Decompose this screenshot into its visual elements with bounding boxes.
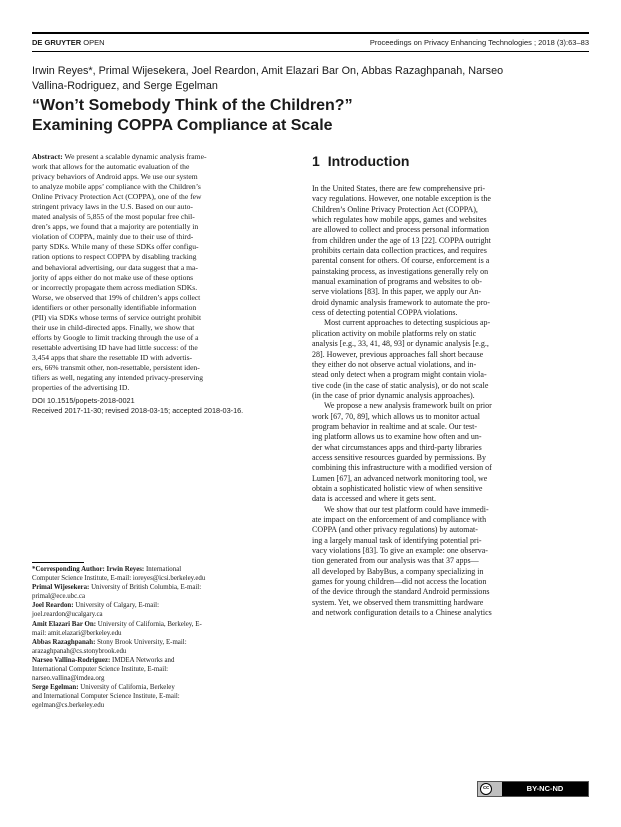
publisher-name: [32, 38, 105, 47]
journal-citation: Proceedings on Privacy Enhancing Technologies ; 2018 (3):63–83: [369, 38, 589, 47]
body-line: 28]. However, previous approaches fall short because: [312, 349, 484, 359]
affiliation-line: Computer Science Institute, E-mail: ioreyes@icsi.berkeley.edu: [32, 575, 206, 583]
body-line: In the United States, there are few comprehensive pri-: [312, 184, 486, 193]
title-line: “Won’t Somebody Think of the Children?”: [32, 97, 353, 114]
license-badge[interactable]: [477, 781, 589, 797]
abstract: [32, 152, 295, 393]
abstract-line: properties of the advertising ID.: [32, 383, 130, 393]
body-line: vacy regulations. However, one notable exception is the: [312, 194, 491, 204]
introduction-text: [312, 184, 589, 618]
abstract-line: mated analysis of 5,855 of the most popular free chil-: [32, 212, 195, 222]
affiliation-line: Amit Elazari Bar On: University of California, Berkeley, E-: [32, 620, 202, 628]
body-line: they either do not observe actual violations, and in-: [312, 359, 477, 369]
body-line: Children’s Online Privacy Protection Act (COPPA),: [312, 204, 478, 214]
abstract-line: party SDKs. While many of these SDKs offer configu-: [32, 242, 199, 252]
abstract-line: (PII) via SDKs whose terms of service outright prohibit: [32, 312, 202, 322]
section-title: Introduction: [327, 153, 410, 169]
affiliation-line: narseo.vallina@imdea.org: [32, 675, 105, 683]
body-line: We show that our test platform could have immedi-: [324, 504, 489, 514]
body-line: vacy violations [83]. To give an example: one observa-: [312, 546, 488, 556]
body-line: Most current approaches to detecting suspicious ap-: [324, 318, 491, 328]
publisher-bold: DE GRUYTER: [32, 38, 82, 47]
body-line: of the device through the standard Android permissions: [312, 587, 490, 597]
affiliation-line: Narseo Vallina-Rodriguez: IMDEA Networks and: [32, 656, 175, 664]
author-name: *Corresponding Author: Irwin Reyes:: [32, 566, 145, 573]
body-line: We propose a new analysis framework built on prior: [324, 401, 492, 411]
body-line: system. Yet, we observed them transmitting hardware: [312, 597, 484, 607]
body-line: analysis [e.g., 33, 41, 48, 93] or dynamic analysis [e.g.,: [312, 339, 489, 349]
body-line: work [67, 70, 89], which allows us to monitor actual: [312, 411, 480, 421]
body-line: all developed by BabyBus, a company specializing in: [312, 566, 484, 576]
publisher-rest: OPEN: [81, 38, 105, 47]
body-line: plication activity on mobile platforms rely on static: [312, 328, 477, 338]
section-number: 1: [312, 153, 320, 169]
body-line: data is accessed and where it gets sent.: [312, 494, 436, 504]
author-name: Abbas Razaghpanah:: [32, 638, 96, 646]
article-metadata: [32, 396, 295, 416]
abstract-line: 3,454 apps that share the resettable ID with advertis-: [32, 352, 193, 362]
affiliation-line: primal@ece.ubc.ca: [32, 593, 86, 601]
body-line: ing platform allows us to examine how often and un-: [312, 432, 482, 442]
abstract-label: Abstract:: [32, 152, 63, 161]
body-line: manual examination of programs and websites to ob-: [312, 277, 482, 287]
body-line: combining this infrastructure with a modified version of: [312, 463, 492, 473]
body-line: serve violations [83]. In this paper, we apply our An-: [312, 287, 482, 297]
abstract-line: or incorrectly propagate them across mediation SDKs.: [32, 282, 198, 292]
affiliation-line: mail: amit.elazari@berkeley.edu: [32, 629, 122, 637]
footnote-rule: [32, 562, 84, 563]
abstract-line: resettable advertising ID have had little success: of the: [32, 342, 198, 352]
body-line: cess of detecting potential COPPA violations.: [312, 308, 458, 318]
affiliation-line: International Computer Science Institute, E-mail:: [32, 666, 169, 674]
author-list: [32, 64, 592, 94]
abstract-line: stringent privacy laws in the U.S. Based on our auto-: [32, 202, 193, 212]
header-rule: [32, 32, 589, 34]
body-line: prohibits certain data collection practices, and requires: [312, 246, 487, 256]
body-line: tion generated from our analysis was that 37 apps—: [312, 556, 479, 566]
abstract-line: identifiers or other personally identifiable information: [32, 302, 197, 312]
paper-title: [32, 96, 592, 136]
abstract-line: privacy behaviors of Android apps. We use our system: [32, 172, 198, 182]
body-line: droid dynamic analysis framework to automate the pro-: [312, 297, 490, 307]
abstract-line: their use in child-directed apps. Finally, we show that: [32, 322, 195, 332]
abstract-line: efforts by Google to limit tracking through the use of a: [32, 332, 199, 342]
section-heading: [312, 153, 409, 169]
body-line: ate impact on the enforcement of and compliance with: [312, 515, 487, 524]
author-affiliations: [32, 565, 295, 711]
author-name: Primal Wijesekera:: [32, 584, 90, 592]
abstract-line: ration options to respect COPPA by disabling tracking: [32, 252, 197, 262]
body-line: access sensitive resources guarded by permissions. By: [312, 452, 486, 462]
body-line: which regulates how mobile apps, games and websites: [312, 215, 487, 225]
body-line: games for young children—did not access the location: [312, 577, 487, 587]
body-line: parental consent for others. Of course, enforcement is a: [312, 256, 490, 266]
affiliation-line: arazaghpanah@cs.stonybrook.edu: [32, 647, 127, 655]
body-line: obtain a sophisticated holistic view of when sensitive: [312, 483, 483, 493]
body-line: der what circumstances apps and third-party libraries: [312, 442, 482, 452]
affiliation-line: egelman@cs.berkeley.edu: [32, 702, 105, 710]
abstract-line: dren’s apps, we found that a majority are potentially in: [32, 222, 199, 232]
affiliation-line: Serge Egelman: University of California, Berkeley: [32, 684, 175, 692]
title-line: Examining COPPA Compliance at Scale: [32, 117, 333, 134]
abstract-line: ers, 66% transmit other, non-resettable, persistent iden-: [32, 362, 200, 372]
affiliation-line: joel.reardon@ucalgary.ca: [32, 611, 103, 619]
creative-commons-icon: cc: [480, 783, 492, 795]
abstract-line: Worse, we observed that 19% of children’s apps collect: [32, 292, 201, 302]
author-name: Amit Elazari Bar On:: [32, 620, 96, 628]
affiliation-line: Joel Reardon: University of Calgary, E-mail:: [32, 602, 160, 610]
body-line: (in the case of prior dynamic analysis approaches).: [312, 390, 475, 400]
body-line: program behavior in realtime and at scale. Our test-: [312, 421, 478, 431]
body-line: ing a largely manual task of identifying potential pri-: [312, 535, 482, 545]
abstract-line: Online Privacy Protection Act (COPPA), one of the few: [32, 192, 202, 202]
affiliation-line: *Corresponding Author: Irwin Reyes: International: [32, 566, 182, 573]
abstract-line: and behavioral advertising, our data suggest that a ma-: [32, 262, 198, 272]
affiliation-line: Abbas Razaghpanah: Stony Brook University, E-mail:: [32, 638, 187, 646]
affiliation-line: Primal Wijesekera: University of British Columbia, E-mail:: [32, 584, 202, 592]
abstract-line: to analyze mobile apps’ compliance with the Children’s: [32, 182, 201, 192]
doi-link[interactable]: DOI 10.1515/popets-2018-0021: [32, 396, 135, 406]
abstract-line: tifiers as well, negating any intended privacy-preserving: [32, 373, 204, 383]
body-line: stead only detect when a program might contain viola-: [312, 370, 487, 380]
author-name: Joel Reardon:: [32, 602, 74, 610]
abstract-line: jority of apps either do not make use of these options: [32, 272, 194, 282]
left-column: [32, 152, 295, 416]
body-line: and network configuration details to a Chinese analytics: [312, 608, 492, 618]
header-rule-thin: [32, 51, 589, 52]
author-name: Serge Egelman:: [32, 684, 79, 692]
affiliation-line: and International Computer Science Institute, E-mail:: [32, 693, 180, 701]
body-line: COPPA (and other privacy regulations) by automat-: [312, 525, 478, 535]
body-line: painstaking process, as investigations generally rely on: [312, 266, 489, 276]
authors-line: Irwin Reyes*, Primal Wijesekera, Joel Reardon, Amit Elazari Bar On, Abbas Razaghpanah, Narseo: [32, 65, 504, 77]
authors-line: Vallina-Rodriguez, and Serge Egelman: [32, 80, 218, 92]
abstract-line: violation of COPPA, mainly due to their use of third-: [32, 232, 194, 242]
body-line: Lumen [67], an advanced network monitoring tool, we: [312, 473, 488, 483]
body-line: from children under the age of 13 [22]. COPPA outright: [312, 235, 491, 245]
body-line: tive code (in the case of static analysis), or do not scale: [312, 380, 489, 390]
abstract-line: work that allows for the automatic evaluation of the: [32, 162, 190, 172]
license-label: BY-NC-ND: [502, 782, 588, 796]
received-dates: Received 2017-11-30; revised 2018-03-15; accepted 2018-03-16.: [32, 406, 244, 416]
author-name: Narseo Vallina-Rodriguez:: [32, 656, 111, 664]
body-line: are allowed to collect and process personal information: [312, 225, 490, 235]
abstract-line: Abstract: We present a scalable dynamic analysis frame-: [32, 152, 207, 161]
